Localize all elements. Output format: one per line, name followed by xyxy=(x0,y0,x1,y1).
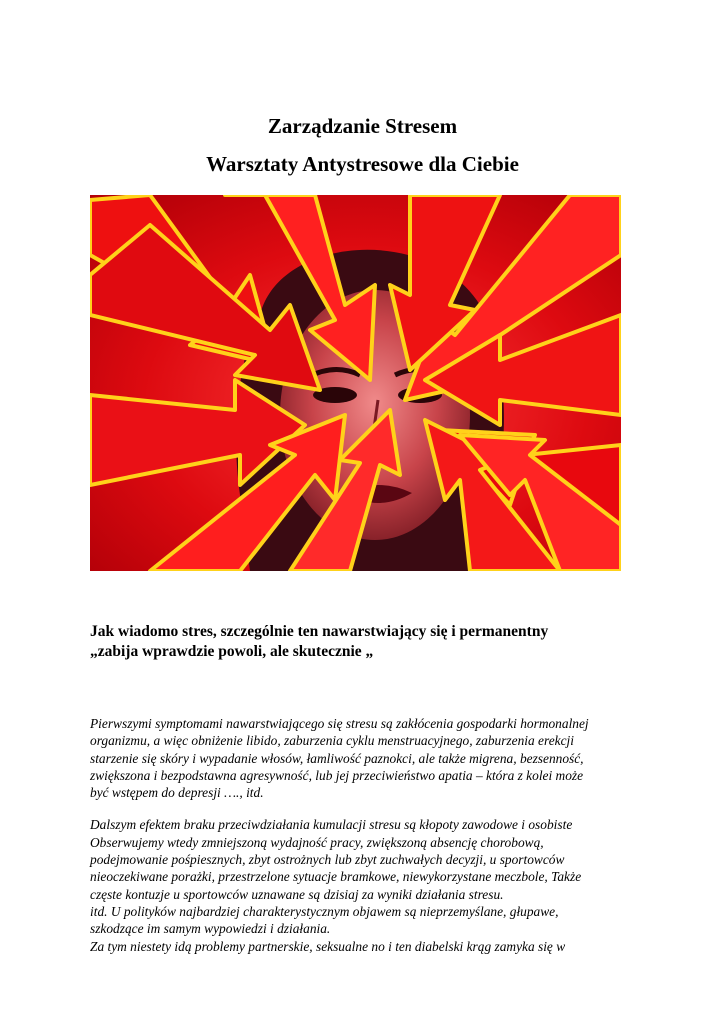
page-subtitle: Warsztaty Antystresowe dla Ciebie xyxy=(206,152,519,176)
body-text xyxy=(90,715,660,955)
text-line: podejmowanie pośpiesznych, zbyt ostrożnych lub zbyt zuchwałych decyzji, u sportowców xyxy=(90,852,565,868)
text-line: zwiększona i bezpodstawna agresywność, lub jej przeciwieństwo apatia – która z kolei może xyxy=(90,767,584,783)
hero-illustration xyxy=(90,195,621,571)
text-line: nieoczekiwane porażki, przestrzelone sytuacje bramkowe, niewykorzystane meczbole, Także xyxy=(90,869,582,885)
text-line: Pierwszymi symptomami nawarstwiającego się stresu są zakłócenia gospodarki hormonalnej xyxy=(90,716,589,731)
text-line: itd. U polityków najbardziej charakterystycznym objawem są nieprzemyślane, głupawe, xyxy=(90,903,559,919)
text-line: organizmu, a więc obniżenie libido, zaburzenia cyklu menstruacyjnego, zaburzenia erekcji xyxy=(90,733,574,749)
text-line: Dalszym efektem braku przeciwdziałania kumulacji stresu są kłopoty zawodowe i osobiste xyxy=(90,817,573,833)
lead-paragraph xyxy=(90,622,650,662)
text-line: starzenie się skóry i wypadanie włosów, łamliwość paznokci, ale także migrena, bezsenność, xyxy=(90,750,584,766)
paragraph-1 xyxy=(90,715,660,801)
text-line: szkodzące im samym wypowiedzi i działania. xyxy=(90,921,331,937)
text-line: być wstępem do depresji …., itd. xyxy=(90,785,264,801)
paragraph-2 xyxy=(90,816,660,954)
lead-line: Jak wiadomo stres, szczególnie ten nawarstwiający się i permanentny xyxy=(90,623,549,640)
text-line: Za tym niestety idą problemy partnerskie, seksualne no i ten diabelski krąg zamyka się w xyxy=(90,938,566,954)
page-title: Zarządzanie Stresem xyxy=(267,114,458,138)
text-line: częste kontuzje u sportowców uznawane są dzisiaj za wyniki działania stresu. xyxy=(90,886,504,902)
lead-line: „zabija wprawdzie powoli, ale skutecznie „ xyxy=(90,643,374,660)
text-line: Obserwujemy wtedy zmniejszoną wydajność pracy, zwiększoną absencję chorobową, xyxy=(90,834,544,850)
